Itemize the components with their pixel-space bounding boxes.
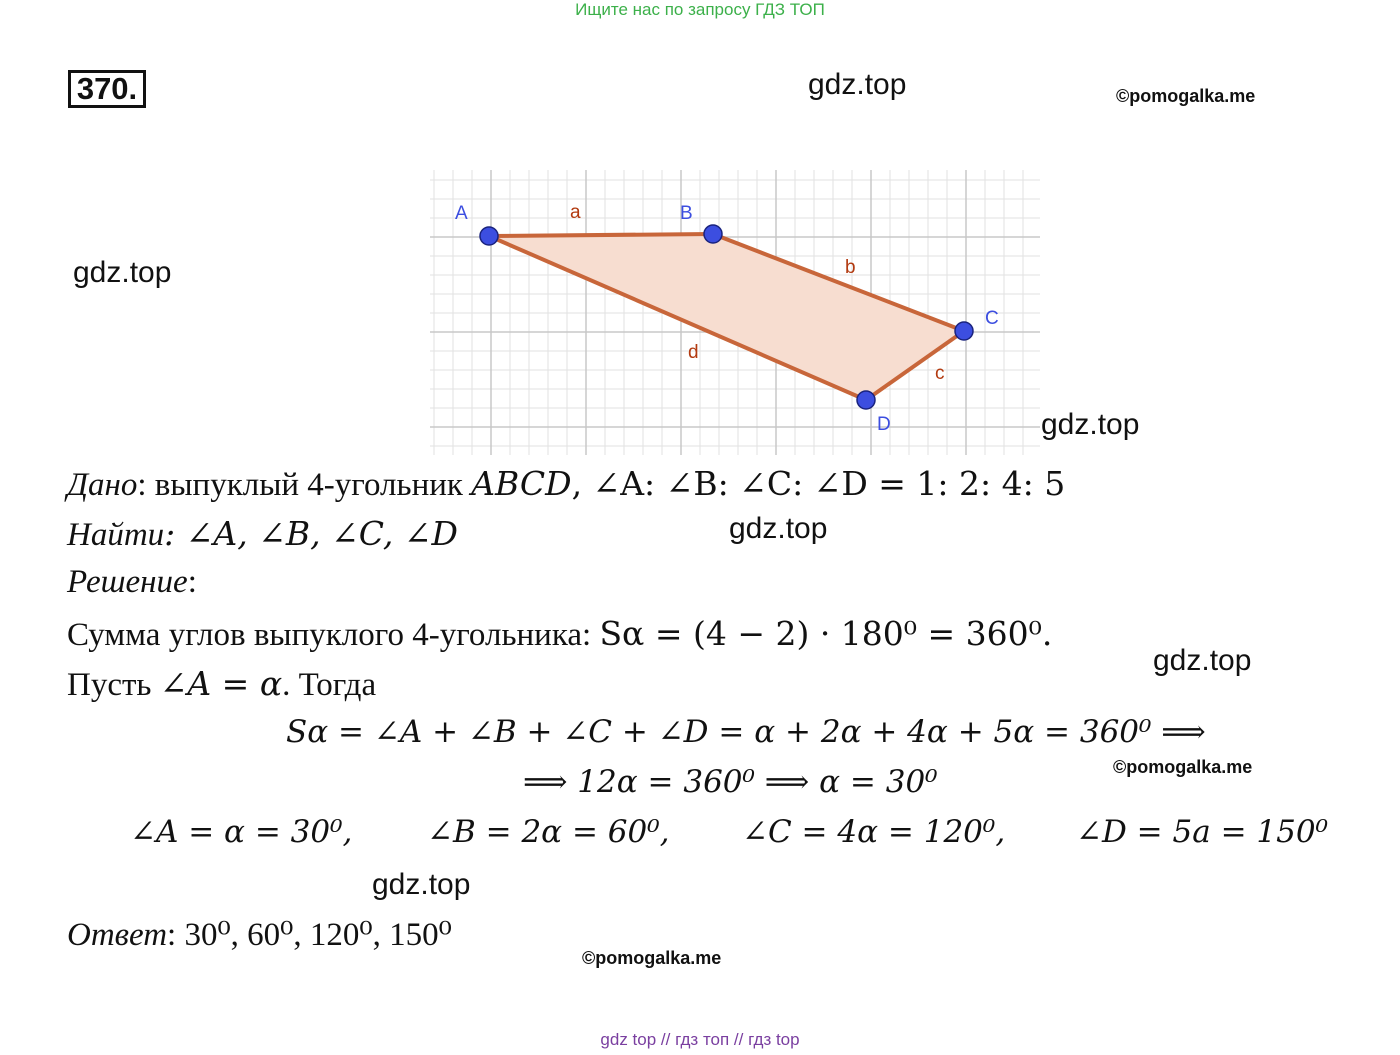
result-angle-C: ∠C = 4α = 120⁰, bbox=[742, 814, 1006, 850]
watermark: gdz.top bbox=[1153, 644, 1252, 677]
watermark: gdz.top bbox=[1041, 408, 1140, 441]
answer-text: : 30⁰, 60⁰, 120⁰, 150⁰ bbox=[167, 917, 452, 953]
side-a bbox=[489, 234, 713, 236]
let-text-1: Пусть bbox=[67, 667, 160, 703]
vertex-label-C: C bbox=[985, 308, 999, 329]
problem-number: 370. bbox=[68, 70, 146, 108]
vertex-label-B: B bbox=[680, 203, 693, 224]
side-label-b: b bbox=[845, 257, 856, 278]
top-banner: Ищите нас по запросу ГДЗ ТОП bbox=[575, 0, 825, 19]
side-label-d: d bbox=[688, 342, 699, 363]
find-line bbox=[67, 514, 458, 554]
sum-formula: Sα = (4 − 2) · 180⁰ = 360⁰. bbox=[599, 614, 1053, 653]
vertex-A bbox=[480, 227, 498, 245]
solution-label: Решение bbox=[67, 564, 188, 600]
vertex-D bbox=[857, 391, 875, 409]
vertex-label-D: D bbox=[877, 414, 891, 435]
footer-links: gdz top // гдз топ // гдз top bbox=[600, 1030, 800, 1049]
given-label: Дано bbox=[67, 467, 138, 503]
watermark: gdz.top bbox=[73, 256, 172, 289]
equation-1: Sα = ∠A + ∠B + ∠C + ∠D = α + 2α + 4α + 5α = 360⁰ ⟹ bbox=[286, 714, 1206, 750]
vertex-label-A: A bbox=[455, 203, 468, 224]
given-text: : выпуклый 4-угольник bbox=[137, 467, 472, 503]
copyright: ©pomogalka.me bbox=[1116, 86, 1256, 106]
answer-label: Ответ bbox=[67, 917, 168, 953]
side-label-c: c bbox=[935, 363, 945, 384]
let-text-2: . Тогда bbox=[282, 667, 377, 703]
answer-line bbox=[67, 914, 452, 954]
watermark: gdz.top bbox=[729, 512, 828, 545]
let-line bbox=[67, 664, 376, 704]
result-angle-B: ∠B = 2α = 60⁰, bbox=[427, 814, 670, 850]
side-label-a: a bbox=[570, 202, 581, 223]
solution-colon: : bbox=[187, 564, 197, 600]
quadrilateral-fill bbox=[489, 234, 964, 400]
sum-text: Сумма углов выпуклого 4-угольника: bbox=[67, 617, 600, 653]
vertex-C bbox=[955, 322, 973, 340]
equation-2: ⟹ 12α = 360⁰ ⟹ α = 30⁰ bbox=[523, 764, 938, 800]
vertex-B bbox=[704, 225, 722, 243]
solution-line bbox=[67, 564, 197, 601]
let-formula: ∠A = α bbox=[159, 664, 283, 703]
copyright: ©pomogalka.me bbox=[582, 948, 722, 968]
given-line bbox=[67, 464, 1065, 504]
result-angle-D: ∠D = 5a = 150⁰ bbox=[1076, 814, 1328, 850]
sum-line bbox=[67, 614, 1052, 654]
given-ratio: , ∠A: ∠B: ∠C: ∠D = 1: 2: 4: 5 bbox=[571, 464, 1066, 503]
copyright: ©pomogalka.me bbox=[1113, 757, 1253, 777]
given-shape: ABCD bbox=[471, 464, 572, 503]
find-text: : ∠A, ∠B, ∠C, ∠D bbox=[164, 514, 458, 553]
find-label: Найти bbox=[67, 517, 165, 553]
watermark: gdz.top bbox=[372, 868, 471, 901]
watermark: gdz.top bbox=[808, 68, 907, 101]
result-angle-A: ∠A = α = 30⁰, bbox=[130, 814, 353, 850]
